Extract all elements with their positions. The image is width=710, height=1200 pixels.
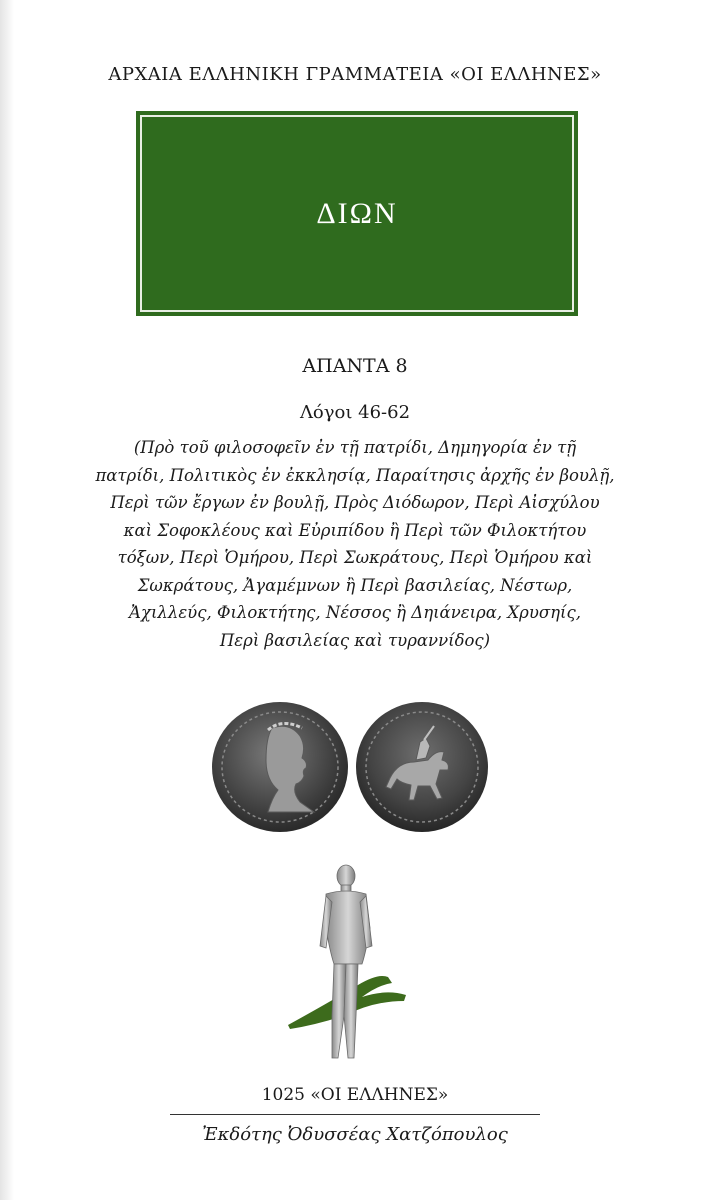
contents-line: Ἀχιλλεύς, Φιλοκτήτης, Νέσσος ἢ Δηιάνειρα, Χρυσηίς, xyxy=(129,603,581,622)
contents-line: καὶ Σοφοκλέους καὶ Εὐριπίδου ἢ Περὶ τῶν Φιλοκτήτου xyxy=(123,520,587,540)
author-panel xyxy=(136,111,578,316)
contents-line: πατρίδι, Πολιτικὸς ἐν ἐκκλησίᾳ, Παραίτησις ἀρχῆς ἐν βουλῇ, xyxy=(95,465,615,485)
rider-coin-icon xyxy=(356,702,488,832)
series-title: ΑΡΧΑΙΑ ΕΛΛΗΝΙΚΗ ΓΡΑΜΜΑΤΕΙΑ «ΟΙ ΕΛΛΗΝΕΣ» xyxy=(108,64,602,85)
volume-label: ΑΠΑΝΤΑ 8 xyxy=(302,355,408,377)
author-panel-frame xyxy=(140,115,574,312)
contents-line: Σωκράτους, Ἀγαμέμνων ἢ Περὶ βασιλείας, Νέστωρ, xyxy=(137,575,573,595)
emperor-coin-icon xyxy=(212,702,348,832)
series-number: 1025 «ΟΙ ΕΛΛΗΝΕΣ» xyxy=(261,1085,449,1105)
spine-shadow xyxy=(0,0,14,1200)
author-name: ΔΙΩΝ xyxy=(316,196,398,230)
coins-image xyxy=(210,700,500,835)
speeches-range: Λόγοι 46-62 xyxy=(299,402,411,423)
publisher-name: Ἐκδότης Ὀδυσσέας Χατζόπουλος xyxy=(202,1124,508,1145)
contents-line: τόξων, Περὶ Ὁμήρου, Περὶ Σωκράτους, Περὶ Ὁμήρου καὶ xyxy=(117,548,593,567)
contents-line: Περὶ βασιλείας καὶ τυραννίδος) xyxy=(219,630,491,650)
contents-list xyxy=(62,434,648,654)
footer-divider xyxy=(170,1114,540,1115)
kouros-statue-icon xyxy=(270,860,420,1070)
contents-line: Περὶ τῶν ἔργων ἐν βουλῇ, Πρὸς Διόδωρον, Περὶ Αἰσχύλου xyxy=(110,493,600,512)
contents-line: (Πρὸ τοῦ φιλοσοφεῖν ἐν τῇ πατρίδι, Δημηγορία ἐν τῇ xyxy=(133,438,577,457)
